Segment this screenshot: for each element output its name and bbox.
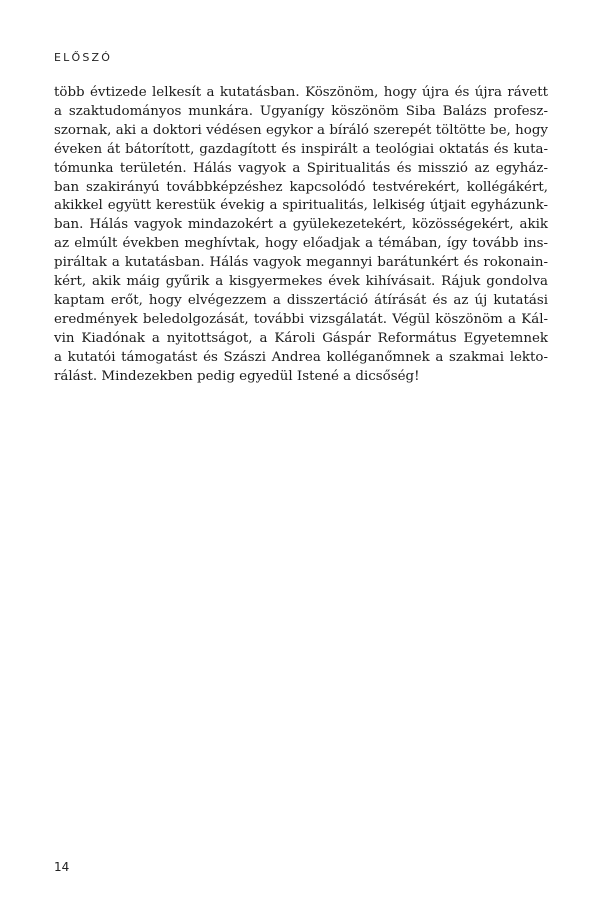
text-line: vin Kiadónak a nyitottságot, a Károli Gáspár Református Egyetemnek xyxy=(54,330,548,346)
text-line: a kutatói támogatást és Szászi Andrea kolléganőmnek a szakmai lekto- xyxy=(54,349,548,365)
text-line: éveken át bátorított, gazdagított és inspirált a teológiai oktatás és kuta- xyxy=(54,141,548,157)
body-paragraph xyxy=(54,84,548,387)
text-line: a szaktudományos munkára. Ugyanígy köszönöm Siba Balázs profesz- xyxy=(54,103,548,119)
text-line: eredmények beledolgozását, további vizsgálatát. Végül köszönöm a Kál- xyxy=(54,311,548,327)
page-number: 14 xyxy=(54,860,70,874)
text-line: tómunka területén. Hálás vagyok a Spiritualitás és misszió az egyház- xyxy=(54,160,548,176)
text-line-last: rálást. Mindezekben pedig egyedül Istené a dicsőség! xyxy=(54,368,420,384)
text-line: kaptam erőt, hogy elvégezzem a disszertáció átírását és az új kutatási xyxy=(54,292,548,308)
text-line: piráltak a kutatásban. Hálás vagyok megannyi barátunkért és rokonain- xyxy=(54,255,548,271)
text-line: akikkel együtt kerestük évekig a spiritualitás, lelkiség útjait egyházunk- xyxy=(54,198,548,214)
text-line: ban szakirányú továbbképzéshez kapcsolódó testvérekért, kollégákért, xyxy=(54,179,548,195)
text-line: az elmúlt években meghívtak, hogy előadjak a témában, így tovább ins- xyxy=(54,236,548,252)
text-line: kért, akik máig gyűrik a kisgyermekes évek kihívásait. Rájuk gondolva xyxy=(54,274,548,290)
text-line: szornak, aki a doktori védésen egykor a bíráló szerepét töltötte be, hogy xyxy=(54,122,548,138)
text-line: több évtizede lelkesít a kutatásban. Köszönöm, hogy újra és újra rávett xyxy=(54,85,548,100)
text-line: ban. Hálás vagyok mindazokért a gyülekezetekért, közösségekért, akik xyxy=(54,217,548,233)
running-head: ELŐSZÓ xyxy=(54,51,113,64)
